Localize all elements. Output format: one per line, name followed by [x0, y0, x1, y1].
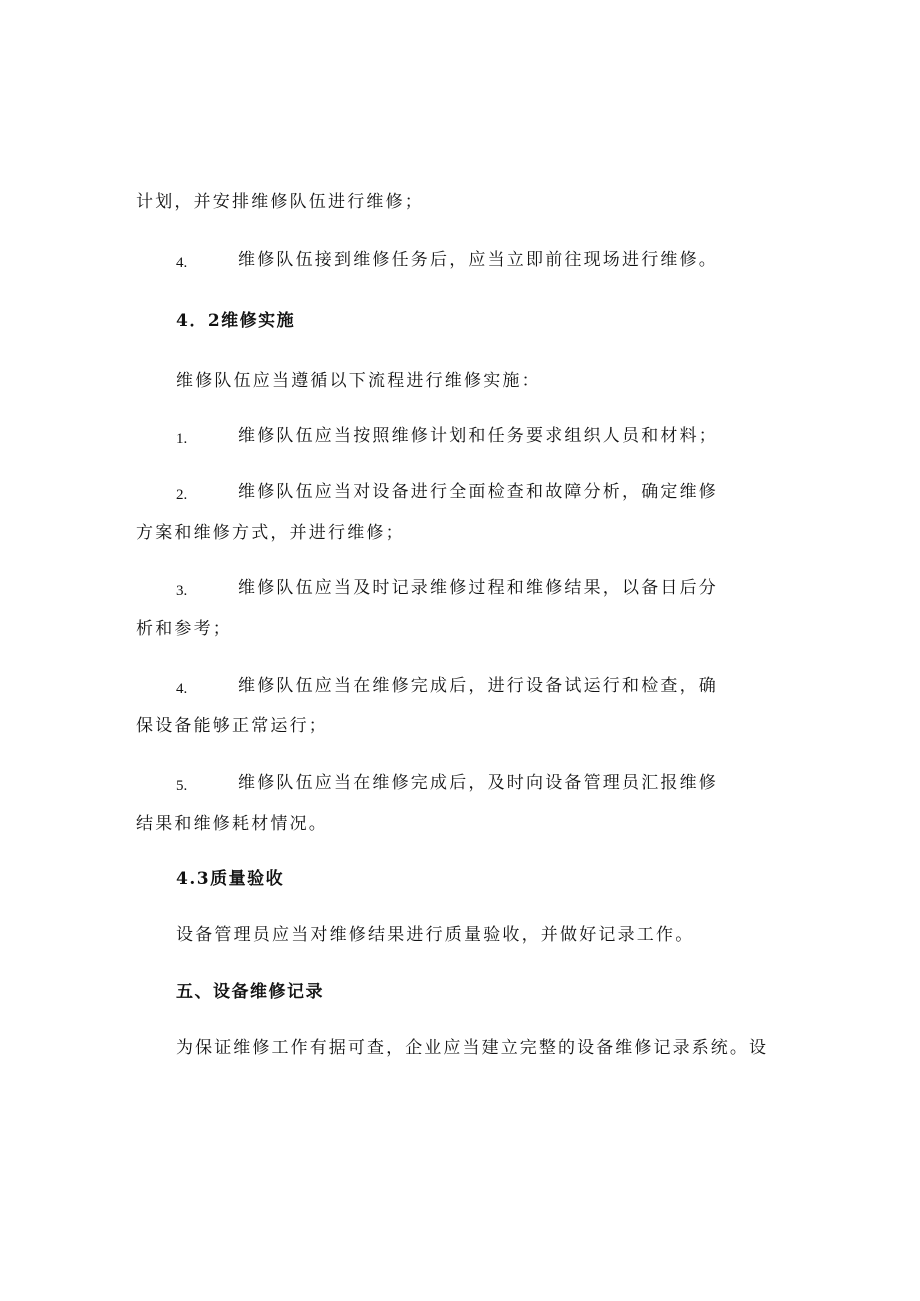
- section-intro: 维修队伍应当遵循以下流程进行维修实施：: [176, 371, 541, 391]
- section-heading-4-2: 4．2维修实施: [176, 311, 296, 331]
- section-heading-4-3: 4.3质量验收: [176, 869, 285, 889]
- list-text-continued: 方案和维修方式，并进行维修；: [136, 523, 405, 543]
- list-text: 维修队伍应当在维修完成后，及时向设备管理员汇报维修: [238, 773, 718, 793]
- list-number: 3.: [176, 583, 188, 599]
- list-text: 维修队伍应当对设备进行全面检查和故障分析，确定维修: [238, 482, 718, 502]
- list-number: 5.: [176, 778, 188, 794]
- section-heading-5: 五、设备维修记录: [176, 982, 324, 1002]
- list-text: 维修队伍应当在维修完成后，进行设备试运行和检查，确: [238, 676, 718, 696]
- section-text: 为保证维修工作有据可查，企业应当建立完整的设备维修记录系统。设: [176, 1038, 769, 1058]
- list-number: 4.: [176, 681, 188, 697]
- list-text: 维修队伍应当及时记录维修过程和维修结果，以备日后分: [238, 578, 718, 598]
- list-text: 维修队伍应当按照维修计划和任务要求组织人员和材料；: [238, 426, 718, 446]
- list-number: 1.: [176, 431, 188, 447]
- list-text: 维修队伍接到维修任务后，应当立即前往现场进行维修。: [238, 250, 718, 270]
- list-text-continued: 析和参考；: [136, 619, 232, 639]
- section-text: 设备管理员应当对维修结果进行质量验收，并做好记录工作。: [176, 925, 695, 945]
- list-number: 2.: [176, 487, 188, 503]
- list-text-continued: 保设备能够正常运行；: [136, 716, 328, 736]
- list-text-continued: 结果和维修耗材情况。: [136, 814, 328, 834]
- list-number: 4.: [176, 255, 188, 271]
- continuation-line: 计划，并安排维修队伍进行维修；: [136, 192, 424, 212]
